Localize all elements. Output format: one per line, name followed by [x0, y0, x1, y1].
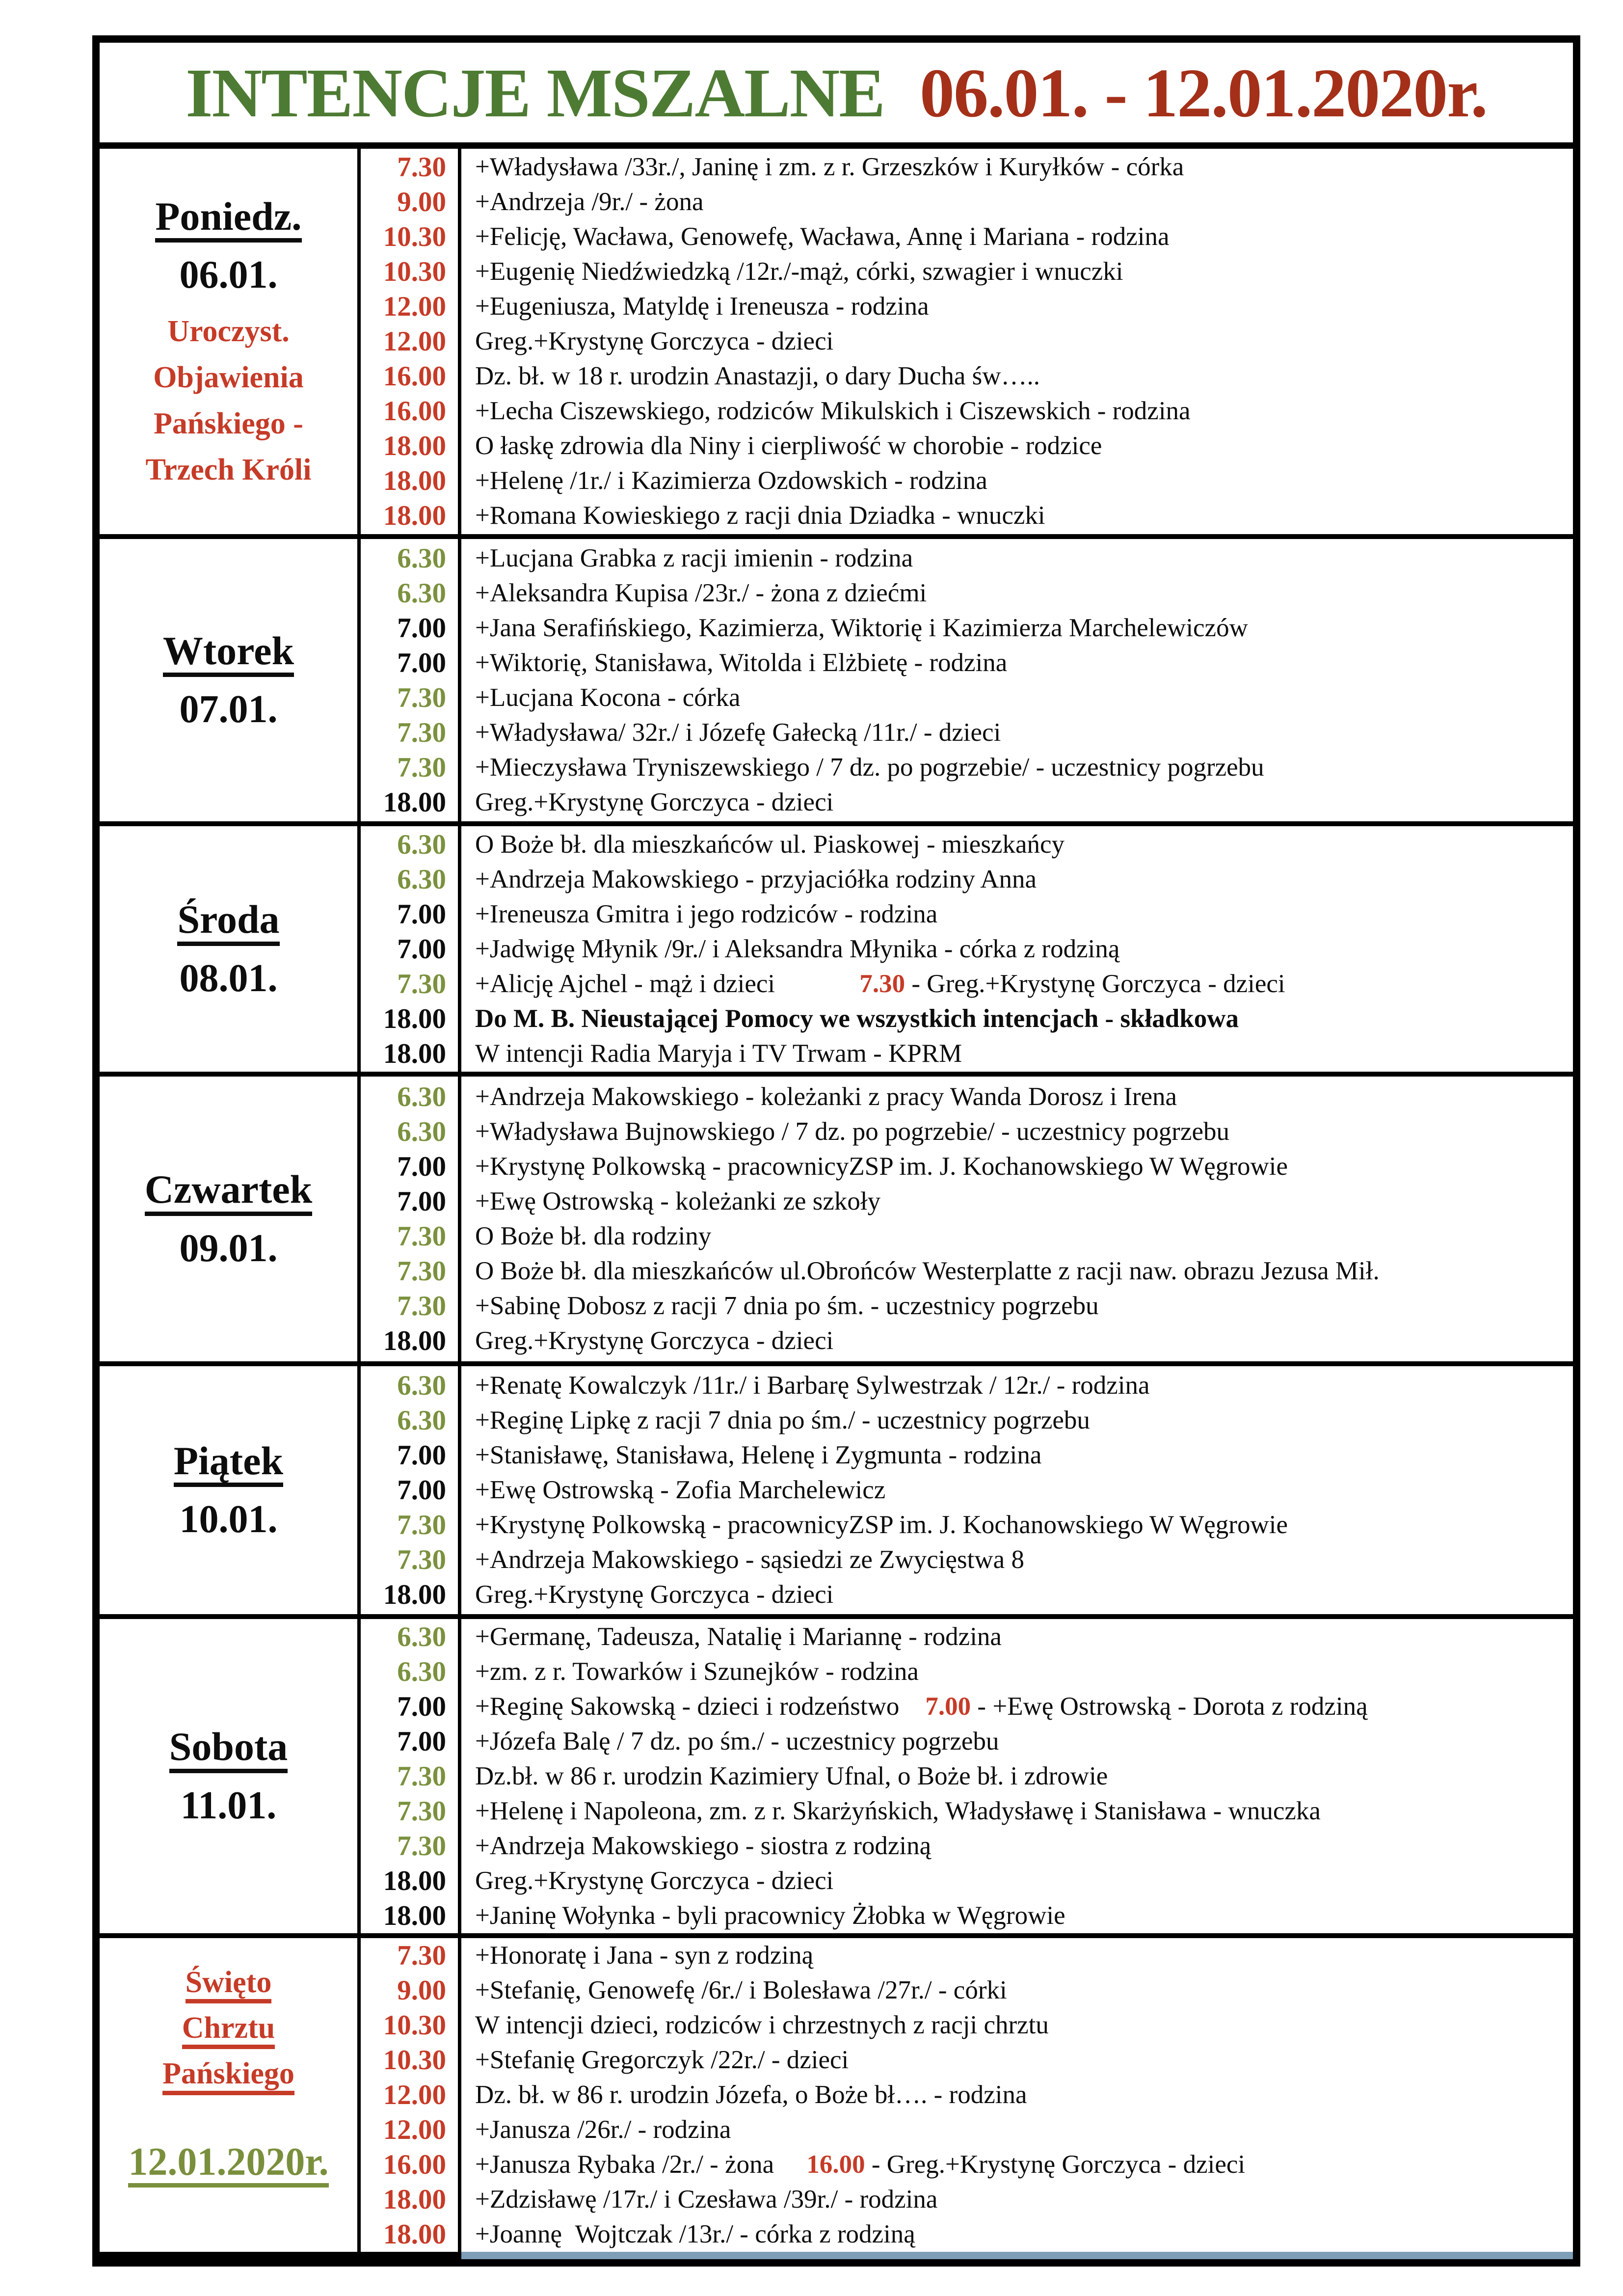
mass-intention	[475, 2112, 1573, 2147]
day-cell	[100, 1077, 357, 1361]
intention-text: +Krystynę Polkowską - pracownicyZSP im. J. Kochanowskiego W Węgrowie	[475, 1152, 1288, 1181]
mass-intention	[475, 2182, 1573, 2217]
day-feast	[162, 1966, 294, 2103]
mass-time: 6.30	[397, 1656, 446, 1687]
mass-time: 7.00	[397, 1726, 446, 1757]
intention-text: Dz. bł. w 86 r. urodzin Józefa, o Boże bł…. - rodzina	[475, 2080, 1027, 2109]
mass-intention	[475, 611, 1573, 646]
intention-text: +Aleksandra Kupisa /23r./ - żona z dziećmi	[475, 578, 927, 607]
intention-text: +Andrzeja Makowskiego - sąsiedzi ze Zwycięstwa 8	[475, 1545, 1024, 1574]
mass-intention	[475, 827, 1573, 862]
intention-text: +Felicję, Wacława, Genowefę, Wacława, Annę i Mariana - rodzina	[475, 222, 1170, 251]
mass-time: 12.00	[383, 326, 446, 357]
intention-text: +Jadwigę Młynik /9r./ i Aleksandra Młynika - córka z rodziną	[475, 934, 1120, 963]
day-feast-line: Pańskiego	[162, 2057, 294, 2095]
mass-time: 6.30	[397, 864, 446, 895]
mass-intention	[475, 463, 1573, 498]
mass-time: 7.30	[397, 717, 446, 748]
mass-intention	[475, 359, 1573, 394]
mass-intention	[475, 1403, 1573, 1438]
mass-time: 18.00	[383, 1325, 446, 1356]
mass-time: 7.30	[397, 968, 446, 999]
day-date-text: 12.01.2020r.	[128, 2141, 328, 2188]
day-name-text: Czwartek	[145, 1168, 313, 1216]
mass-intention	[475, 1542, 1573, 1577]
intention-text: +Mieczysława Tryniszewskiego / 7 dz. po pogrzebie/ - uczestnicy pogrzebu	[475, 753, 1264, 782]
mass-time: 18.00	[383, 1003, 446, 1034]
mass-intention	[475, 324, 1573, 359]
mass-intention	[475, 1184, 1573, 1219]
mass-intention	[475, 1508, 1573, 1542]
mass-intention	[475, 1689, 1573, 1724]
day-section-sobota	[100, 1614, 1573, 1933]
mass-times-column	[357, 826, 461, 1072]
intention-text: +Lecha Ciszewskiego, rodziców Mikulskich i Ciszewskich - rodzina	[475, 397, 1191, 425]
mass-time: 6.30	[397, 542, 446, 574]
mass-time: 7.30	[397, 1221, 446, 1252]
mass-time: 6.30	[397, 829, 446, 860]
mass-times-column	[357, 149, 461, 534]
mass-time: 18.00	[383, 1865, 446, 1896]
mass-intention	[475, 715, 1573, 750]
mass-times-column	[357, 1619, 461, 1933]
day-cell	[100, 826, 357, 1072]
mass-intention	[475, 1473, 1573, 1508]
intention-text: +Helenę /1r./ i Kazimierza Ozdowskich - rodzina	[475, 466, 987, 495]
mass-time: 18.00	[383, 2184, 446, 2215]
intention-text: +Wiktorię, Stanisława, Witolda i Elżbietę - rodzina	[475, 648, 1008, 677]
intention-text: +Krystynę Polkowską - pracownicyZSP im. J. Kochanowskiego W Węgrowie	[475, 1511, 1288, 1539]
title-date-range: 06.01. - 12.01.2020r.	[920, 54, 1487, 132]
intention-text: +zm. z r. Towarków i Szunejków - rodzina	[475, 1657, 919, 1686]
day-feast-line: Uroczyst.	[167, 315, 290, 349]
mass-time: 6.30	[397, 1405, 446, 1436]
mass-time: 18.00	[383, 431, 446, 461]
mass-time: 10.30	[383, 2010, 446, 2041]
day-cell	[100, 1938, 357, 2259]
day-section-poniedzialek	[100, 149, 1573, 534]
day-section-niedziela	[100, 1933, 1573, 2259]
mass-time: 12.00	[383, 2080, 446, 2110]
intention-text: +Janusza Rybaka /2r./ - żona	[475, 2150, 774, 2179]
intention-text: +Lucjana Grabka z racji imienin - rodzina	[475, 543, 913, 572]
mass-times-column	[357, 539, 461, 821]
mass-intention	[475, 1864, 1573, 1898]
intention-text: +Ewę Ostrowską - koleżanki ze szkoły	[475, 1187, 881, 1216]
intention-text: +Joannę Wojtczak /13r./ - córka z rodziną	[475, 2220, 915, 2248]
intention-text: Do M. B. Nieustającej Pomocy we wszystkich intencjach - składkowa	[475, 1004, 1239, 1033]
intention-text: O Boże bł. dla rodziny	[475, 1222, 712, 1250]
mass-time: 7.30	[397, 1291, 446, 1322]
day-name	[145, 1163, 313, 1222]
intention-text: Dz.bł. w 86 r. urodzin Kazimiery Ufnal, o Boże bł. i zdrowie	[475, 1761, 1108, 1790]
day-name	[177, 893, 279, 952]
mass-time: 10.30	[383, 2045, 446, 2076]
intention-text: - Greg.+Krystynę Gorczyca - dzieci	[865, 2150, 1246, 2179]
mass-intention	[475, 1724, 1573, 1759]
inline-time: 7.30	[775, 969, 905, 998]
intention-text: +Alicję Ajchel - mąż i dzieci	[475, 969, 775, 998]
mass-intention	[475, 289, 1573, 324]
mass-intention	[475, 2008, 1573, 2043]
mass-intention	[475, 1898, 1573, 1933]
mass-time: 7.00	[397, 1186, 446, 1217]
intention-text: O łaskę zdrowia dla Niny i cierpliwość w chorobie - rodzice	[475, 432, 1102, 460]
day-date	[181, 1779, 277, 1832]
mass-intention	[475, 498, 1573, 533]
day-date-text: 11.01.	[180, 1783, 277, 1827]
intention-text: - +Ewę Ostrowską - Dorota z rodziną	[971, 1692, 1368, 1721]
mass-intentions-column	[461, 1938, 1573, 2259]
mass-intention	[475, 680, 1573, 715]
mass-intention	[475, 429, 1573, 463]
intention-text: +Ireneusza Gmitra i jego rodziców - rodzina	[475, 899, 938, 928]
intention-text: +Józefa Balę / 7 dz. po śm./ - uczestnicy pogrzebu	[475, 1727, 999, 1756]
intention-text: +Eugenię Niedźwiedzką /12r./-mąż, córki, szwagier i wnuczki	[475, 257, 1123, 286]
mass-time: 6.30	[397, 1081, 446, 1112]
intention-text: +Andrzeja Makowskiego - siostra z rodziną	[475, 1831, 931, 1860]
mass-intention	[475, 862, 1573, 897]
mass-intentions-column	[461, 539, 1573, 821]
intention-text: +Stefanię, Genowefę /6r./ i Bolesława /27r./ - córki	[475, 1976, 1007, 2004]
day-date	[128, 2135, 328, 2193]
mass-times-column	[357, 1938, 461, 2259]
day-date-text: 10.01.	[179, 1498, 278, 1541]
mass-time: 18.00	[383, 2219, 446, 2250]
mass-intention	[475, 2078, 1573, 2112]
intention-text: Greg.+Krystynę Gorczyca - dzieci	[475, 1866, 834, 1895]
mass-time: 18.00	[383, 1038, 446, 1069]
days	[100, 149, 1573, 2259]
mass-intention	[475, 185, 1573, 219]
mass-intention	[475, 1829, 1573, 1864]
day-date-text: 08.01.	[179, 956, 278, 1000]
mass-time: 7.30	[397, 682, 446, 713]
intention-text: Greg.+Krystynę Gorczyca - dzieci	[475, 787, 834, 816]
intention-text: +Romana Kowieskiego z racji dnia Dziadka - wnuczki	[475, 501, 1045, 530]
mass-intention	[475, 541, 1573, 576]
day-feast	[145, 308, 311, 493]
day-date	[180, 1222, 278, 1275]
intention-text: +Władysława /33r./, Janinę i zm. z r. Grzeszków i Kuryłków - córka	[475, 153, 1184, 181]
day-cell	[100, 1619, 357, 1933]
intention-text: +Jana Serafińskiego, Kazimierza, Wiktorię i Kazimierza Marchelewiczów	[475, 613, 1248, 642]
intention-text: +Lucjana Kocona - córka	[475, 683, 741, 712]
mass-intention	[475, 219, 1573, 254]
day-cell	[100, 539, 357, 821]
intention-text: Greg.+Krystynę Gorczyca - dzieci	[475, 327, 834, 355]
day-date	[180, 1493, 278, 1546]
intention-text: +Reginę Lipkę z racji 7 dnia po śm./ - uczestnicy pogrzebu	[475, 1406, 1090, 1434]
mass-time: 16.00	[383, 2149, 446, 2180]
day-feast-line: Święto	[186, 1966, 272, 2003]
mass-intention	[475, 1938, 1573, 1973]
day-date	[180, 952, 278, 1005]
intention-text: - Greg.+Krystynę Gorczyca - dzieci	[905, 969, 1285, 998]
day-section-sroda	[100, 821, 1573, 1072]
mass-intention	[475, 254, 1573, 289]
day-name	[163, 624, 294, 683]
mass-time: 6.30	[397, 1370, 446, 1401]
mass-intention	[475, 1577, 1573, 1612]
mass-time: 12.00	[383, 2114, 446, 2145]
page-title: INTENCJE MSZALNE	[186, 54, 884, 132]
mass-time: 7.00	[397, 1475, 446, 1506]
mass-intention	[475, 646, 1573, 680]
mass-time: 10.30	[383, 221, 446, 252]
intention-text: +Ewę Ostrowską - Zofia Marchelewicz	[475, 1476, 886, 1504]
day-date	[180, 248, 278, 301]
intention-text: +Germanę, Tadeusza, Natalię i Mariannę - rodzina	[475, 1622, 1002, 1651]
mass-time: 7.30	[397, 752, 446, 783]
mass-time: 10.30	[383, 256, 446, 287]
day-name-text: Wtorek	[163, 629, 294, 677]
intention-text: +Janinę Wołynka - byli pracownicy Żłobka w Węgrowie	[475, 1901, 1065, 1930]
mass-intention	[475, 1289, 1573, 1324]
mass-intention	[475, 1036, 1573, 1071]
mass-intention	[475, 1620, 1573, 1654]
mass-intention	[475, 394, 1573, 429]
mass-time: 7.00	[397, 1691, 446, 1722]
day-name	[169, 1720, 288, 1779]
mass-time: 7.00	[397, 647, 446, 678]
mass-time: 18.00	[383, 465, 446, 496]
mass-intention	[475, 1114, 1573, 1149]
mass-time: 18.00	[383, 786, 446, 818]
intention-text: +Stefanię Gregorczyk /22r./ - dzieci	[475, 2046, 849, 2074]
mass-time: 16.00	[383, 361, 446, 392]
mass-time: 7.30	[397, 1940, 446, 1971]
mass-intentions-column	[461, 1366, 1573, 1614]
mass-intention	[475, 1080, 1573, 1114]
day-date-text: 09.01.	[179, 1226, 278, 1270]
intention-text: Greg.+Krystynę Gorczyca - dzieci	[475, 1580, 834, 1609]
mass-intentions-column	[461, 826, 1573, 1072]
intention-text: +Zdzisławę /17r./ i Czesława /39r./ - rodzina	[475, 2185, 938, 2214]
day-feast-line: Chrztu	[182, 2011, 275, 2049]
intention-text: +Eugeniusza, Matyldę i Ireneusza - rodzina	[475, 292, 929, 321]
intention-text: +Reginę Sakowską - dzieci i rodzeństwo	[475, 1692, 900, 1721]
mass-intention	[475, 2147, 1573, 2182]
mass-intention	[475, 932, 1573, 967]
mass-intention	[475, 1438, 1573, 1473]
mass-time: 6.30	[397, 577, 446, 609]
day-feast-line: Objawienia	[153, 361, 304, 395]
mass-time: 18.00	[383, 500, 446, 531]
mass-time: 9.00	[397, 1975, 446, 2006]
intention-text: O Boże bł. dla mieszkańców ul. Piaskowej - mieszkańcy	[475, 830, 1065, 859]
mass-times-column	[357, 1366, 461, 1614]
day-date	[180, 683, 278, 736]
inline-time: 16.00	[774, 2150, 865, 2179]
day-section-wtorek	[100, 534, 1573, 821]
mass-intention	[475, 1794, 1573, 1829]
mass-intention	[475, 150, 1573, 185]
mass-time: 7.30	[397, 1795, 446, 1827]
mass-time: 7.00	[397, 1151, 446, 1182]
day-name	[155, 190, 301, 249]
mass-time: 7.30	[397, 1510, 446, 1540]
mass-time: 7.30	[397, 1830, 446, 1862]
mass-time: 7.30	[397, 152, 446, 183]
mass-intention	[475, 1759, 1573, 1794]
mass-time: 7.00	[397, 612, 446, 644]
day-name-text: Środa	[177, 898, 279, 946]
mass-intention	[475, 1149, 1573, 1184]
mass-intentions-column	[461, 1619, 1573, 1933]
day-feast-line: Trzech Króli	[145, 453, 312, 487]
day-date-text: 07.01.	[179, 688, 278, 731]
mass-time: 7.00	[397, 1440, 446, 1471]
intention-text: O Boże bł. dla mieszkańców ul.Obrońców Westerplatte z racji naw. obrazu Jezusa Mił.	[475, 1257, 1380, 1285]
day-date-text: 06.01.	[179, 253, 278, 297]
intention-text: +Andrzeja /9r./ - żona	[475, 188, 704, 216]
intention-text: +Władysława/ 32r./ i Józefę Gałecką /11r./ - dzieci	[475, 718, 1001, 747]
mass-time: 7.30	[397, 1760, 446, 1792]
mass-intention	[475, 1973, 1573, 2008]
intention-text: W intencji Radia Maryja i TV Trwam - KPRM	[475, 1039, 962, 1068]
intention-text: Greg.+Krystynę Gorczyca - dzieci	[475, 1326, 834, 1355]
mass-time: 7.30	[397, 1256, 446, 1287]
day-feast-line: Pańskiego -	[154, 407, 303, 441]
intentions-table	[92, 35, 1580, 2267]
mass-intention	[475, 1254, 1573, 1289]
mass-time: 6.30	[397, 1621, 446, 1652]
day-section-czwartek	[100, 1072, 1573, 1361]
mass-intention	[475, 897, 1573, 932]
intention-text: +Helenę i Napoleona, zm. z r. Skarżyńskich, Władysławę i Stanisława - wnuczka	[475, 1796, 1321, 1825]
intention-text: W intencji dzieci, rodziców i chrzestnych z racji chrztu	[475, 2011, 1049, 2039]
mass-time: 18.00	[383, 1579, 446, 1610]
mass-intention	[475, 1324, 1573, 1358]
intention-text: +Andrzeja Makowskiego - przyjaciółka rodziny Anna	[475, 864, 1037, 893]
mass-time: 6.30	[397, 1116, 446, 1147]
mass-intention	[475, 785, 1573, 820]
intention-text: +Andrzeja Makowskiego - koleżanki z pracy Wanda Dorosz i Irena	[475, 1082, 1177, 1111]
day-cell	[100, 149, 357, 534]
mass-intention	[475, 1001, 1573, 1036]
mass-intention	[475, 1654, 1573, 1689]
mass-time: 7.30	[397, 1544, 446, 1575]
mass-intention	[475, 2043, 1573, 2078]
day-cell	[100, 1366, 357, 1614]
day-name-text: Piątek	[174, 1439, 283, 1487]
intention-text: +Władysława Bujnowskiego / 7 dz. po pogrzebie/ - uczestnicy pogrzebu	[475, 1117, 1229, 1146]
mass-intentions-column	[461, 1077, 1573, 1361]
mass-time: 9.00	[397, 187, 446, 217]
day-section-piatek	[100, 1361, 1573, 1614]
title-row	[100, 43, 1573, 149]
mass-intention	[475, 967, 1573, 1001]
mass-intention	[475, 576, 1573, 611]
mass-intention	[475, 1219, 1573, 1254]
intention-text: +Sabinę Dobosz z racji 7 dnia po śm. - uczestnicy pogrzebu	[475, 1292, 1099, 1320]
mass-intention	[475, 2217, 1573, 2252]
mass-time: 12.00	[383, 291, 446, 322]
intention-text: +Renatę Kowalczyk /11r./ i Barbarę Sylwestrzak / 12r./ - rodzina	[475, 1371, 1150, 1400]
mass-time: 7.00	[397, 898, 446, 930]
mass-time: 16.00	[383, 396, 446, 427]
mass-times-column	[357, 1077, 461, 1361]
day-name-text: Sobota	[169, 1725, 288, 1773]
intention-text: +Honoratę i Jana - syn z rodziną	[475, 1941, 814, 1970]
day-name	[174, 1434, 283, 1493]
mass-intention	[475, 750, 1573, 785]
intention-text: Dz. bł. w 18 r. urodzin Anastazji, o dary Ducha św…..	[475, 362, 1040, 390]
mass-intention	[475, 1368, 1573, 1403]
day-name-text: Poniedz.	[155, 195, 301, 243]
mass-intentions-column	[461, 149, 1573, 534]
mass-time: 18.00	[383, 1900, 446, 1931]
inline-time: 7.00	[899, 1692, 971, 1721]
intention-text: +Janusza /26r./ - rodzina	[475, 2115, 731, 2144]
intention-text: +Stanisławę, Stanisława, Helenę i Zygmunta - rodzina	[475, 1441, 1042, 1469]
mass-time: 7.00	[397, 933, 446, 965]
